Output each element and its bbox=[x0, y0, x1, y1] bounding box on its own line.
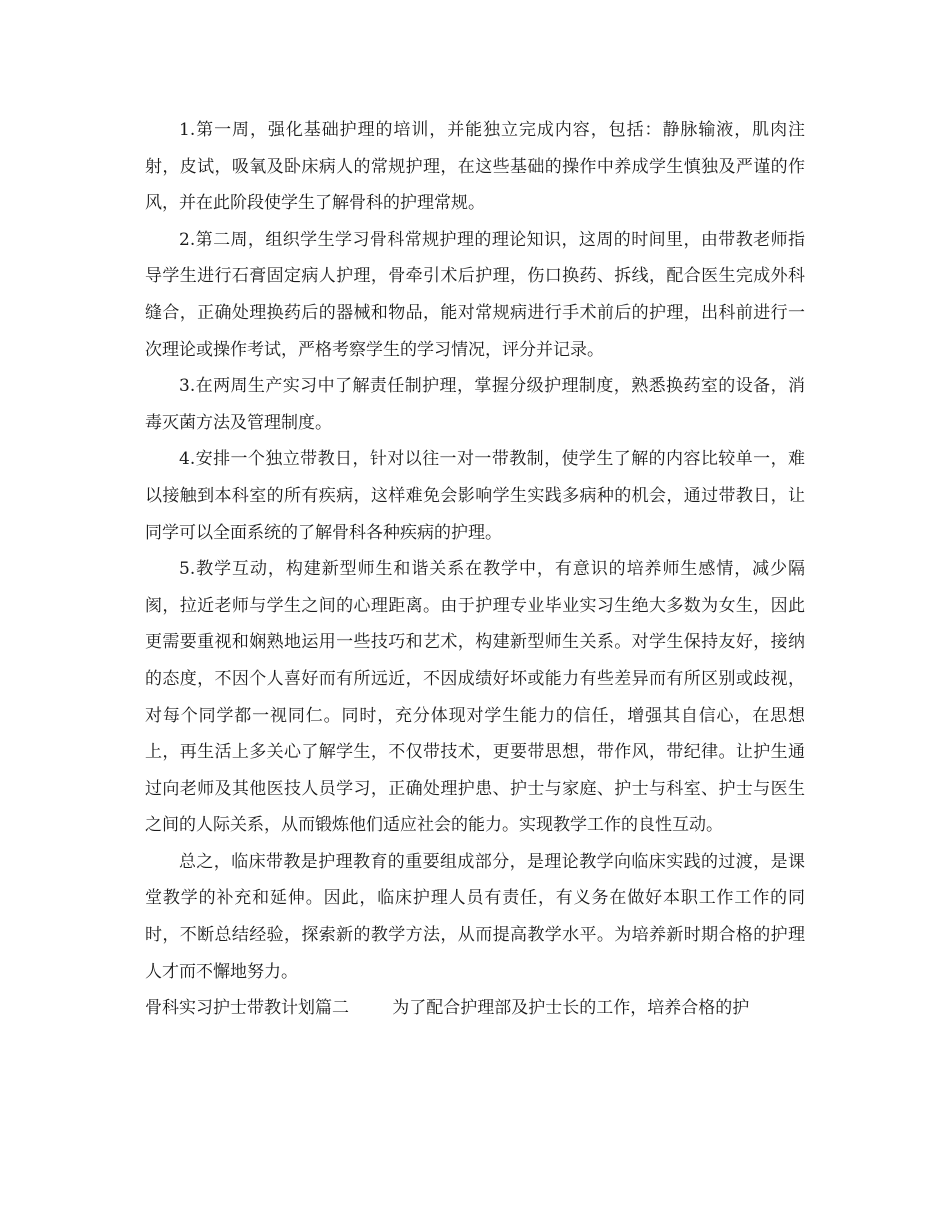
section-title: 骨科实习护士带教计划篇二 bbox=[145, 998, 349, 1019]
document-body bbox=[145, 112, 805, 1027]
section-intro: 为了配合护理部及护士长的工作，培养合格的护 bbox=[392, 998, 750, 1019]
paragraph-responsibility-nursing: 3.在两周生产实习中了解责任制护理，掌握分级护理制度，熟悉换药室的设备，消毒灭菌方法及管理制度。 bbox=[145, 376, 805, 433]
paragraph-teaching-day: 4.安排一个独立带教日，针对以往一对一带教制，使学生了解的内容比较单一，难以接触到本科室的所有疾病，这样难免会影响学生实践多病种的机会，通过带教日，让同学可以全面系统的了解骨科各种疾病的护理。 bbox=[145, 449, 805, 543]
paragraph-teaching-interaction: 5.教学互动，构建新型师生和谐关系在教学中，有意识的培养师生感情，减少隔阂，拉近老师与学生之间的心理距离。由于护理专业毕业实习生绝大多数为女生，因此更需要重视和娴熟地运用一些技巧和艺术，构建新型师生关系。对学生保持友好，接纳的态度，不因个人喜好而有所远近，不因成绩好坏或能力有些差异而有所区别或歧视，对每个同学都一视同仁。同时，充分体现对学生能力的信任，增强其自信心，在思想上，再生活上多关心了解学生，不仅带技术，更要带思想，带作风，带纪律。让护生通过向老师及其他医技人员学习，正确处理护患、护士与家庭、护士与科室、护士与医生之间的人际关系，从而锻炼他们适应社会的能力。实现教学工作的良性互动。 bbox=[145, 559, 805, 836]
paragraph-week-two: 2.第二周，组织学生学习骨科常规护理的理论知识，这周的时间里，由带教老师指导学生进行石膏固定病人护理，骨牵引术后护理，伤口换药、拆线，配合医生完成外科缝合，正确处理换药后的器械和物品，能对常规病进行手术前后的护理，出科前进行一次理论或操作考试，严格考察学生的学习情况，评分并记录。 bbox=[145, 229, 805, 360]
section-heading-line bbox=[145, 990, 805, 1027]
paragraph-week-one: 1.第一周，强化基础护理的培训，并能独立完成内容，包括：静脉输液，肌肉注射，皮试，吸氧及卧床病人的常规护理，在这些基础的操作中养成学生慎独及严谨的作风，并在此阶段使学生了解骨科的护理常规。 bbox=[145, 120, 805, 214]
paragraph-summary: 总之，临床带教是护理教育的重要组成部分，是理论教学向临床实践的过渡，是课堂教学的补充和延伸。因此，临床护理人员有责任，有义务在做好本职工作工作的同时，不断总结经验，探索新的教学方法，从而提高教学水平。为培养新时期合格的护理人才而不懈地努力。 bbox=[145, 851, 805, 982]
